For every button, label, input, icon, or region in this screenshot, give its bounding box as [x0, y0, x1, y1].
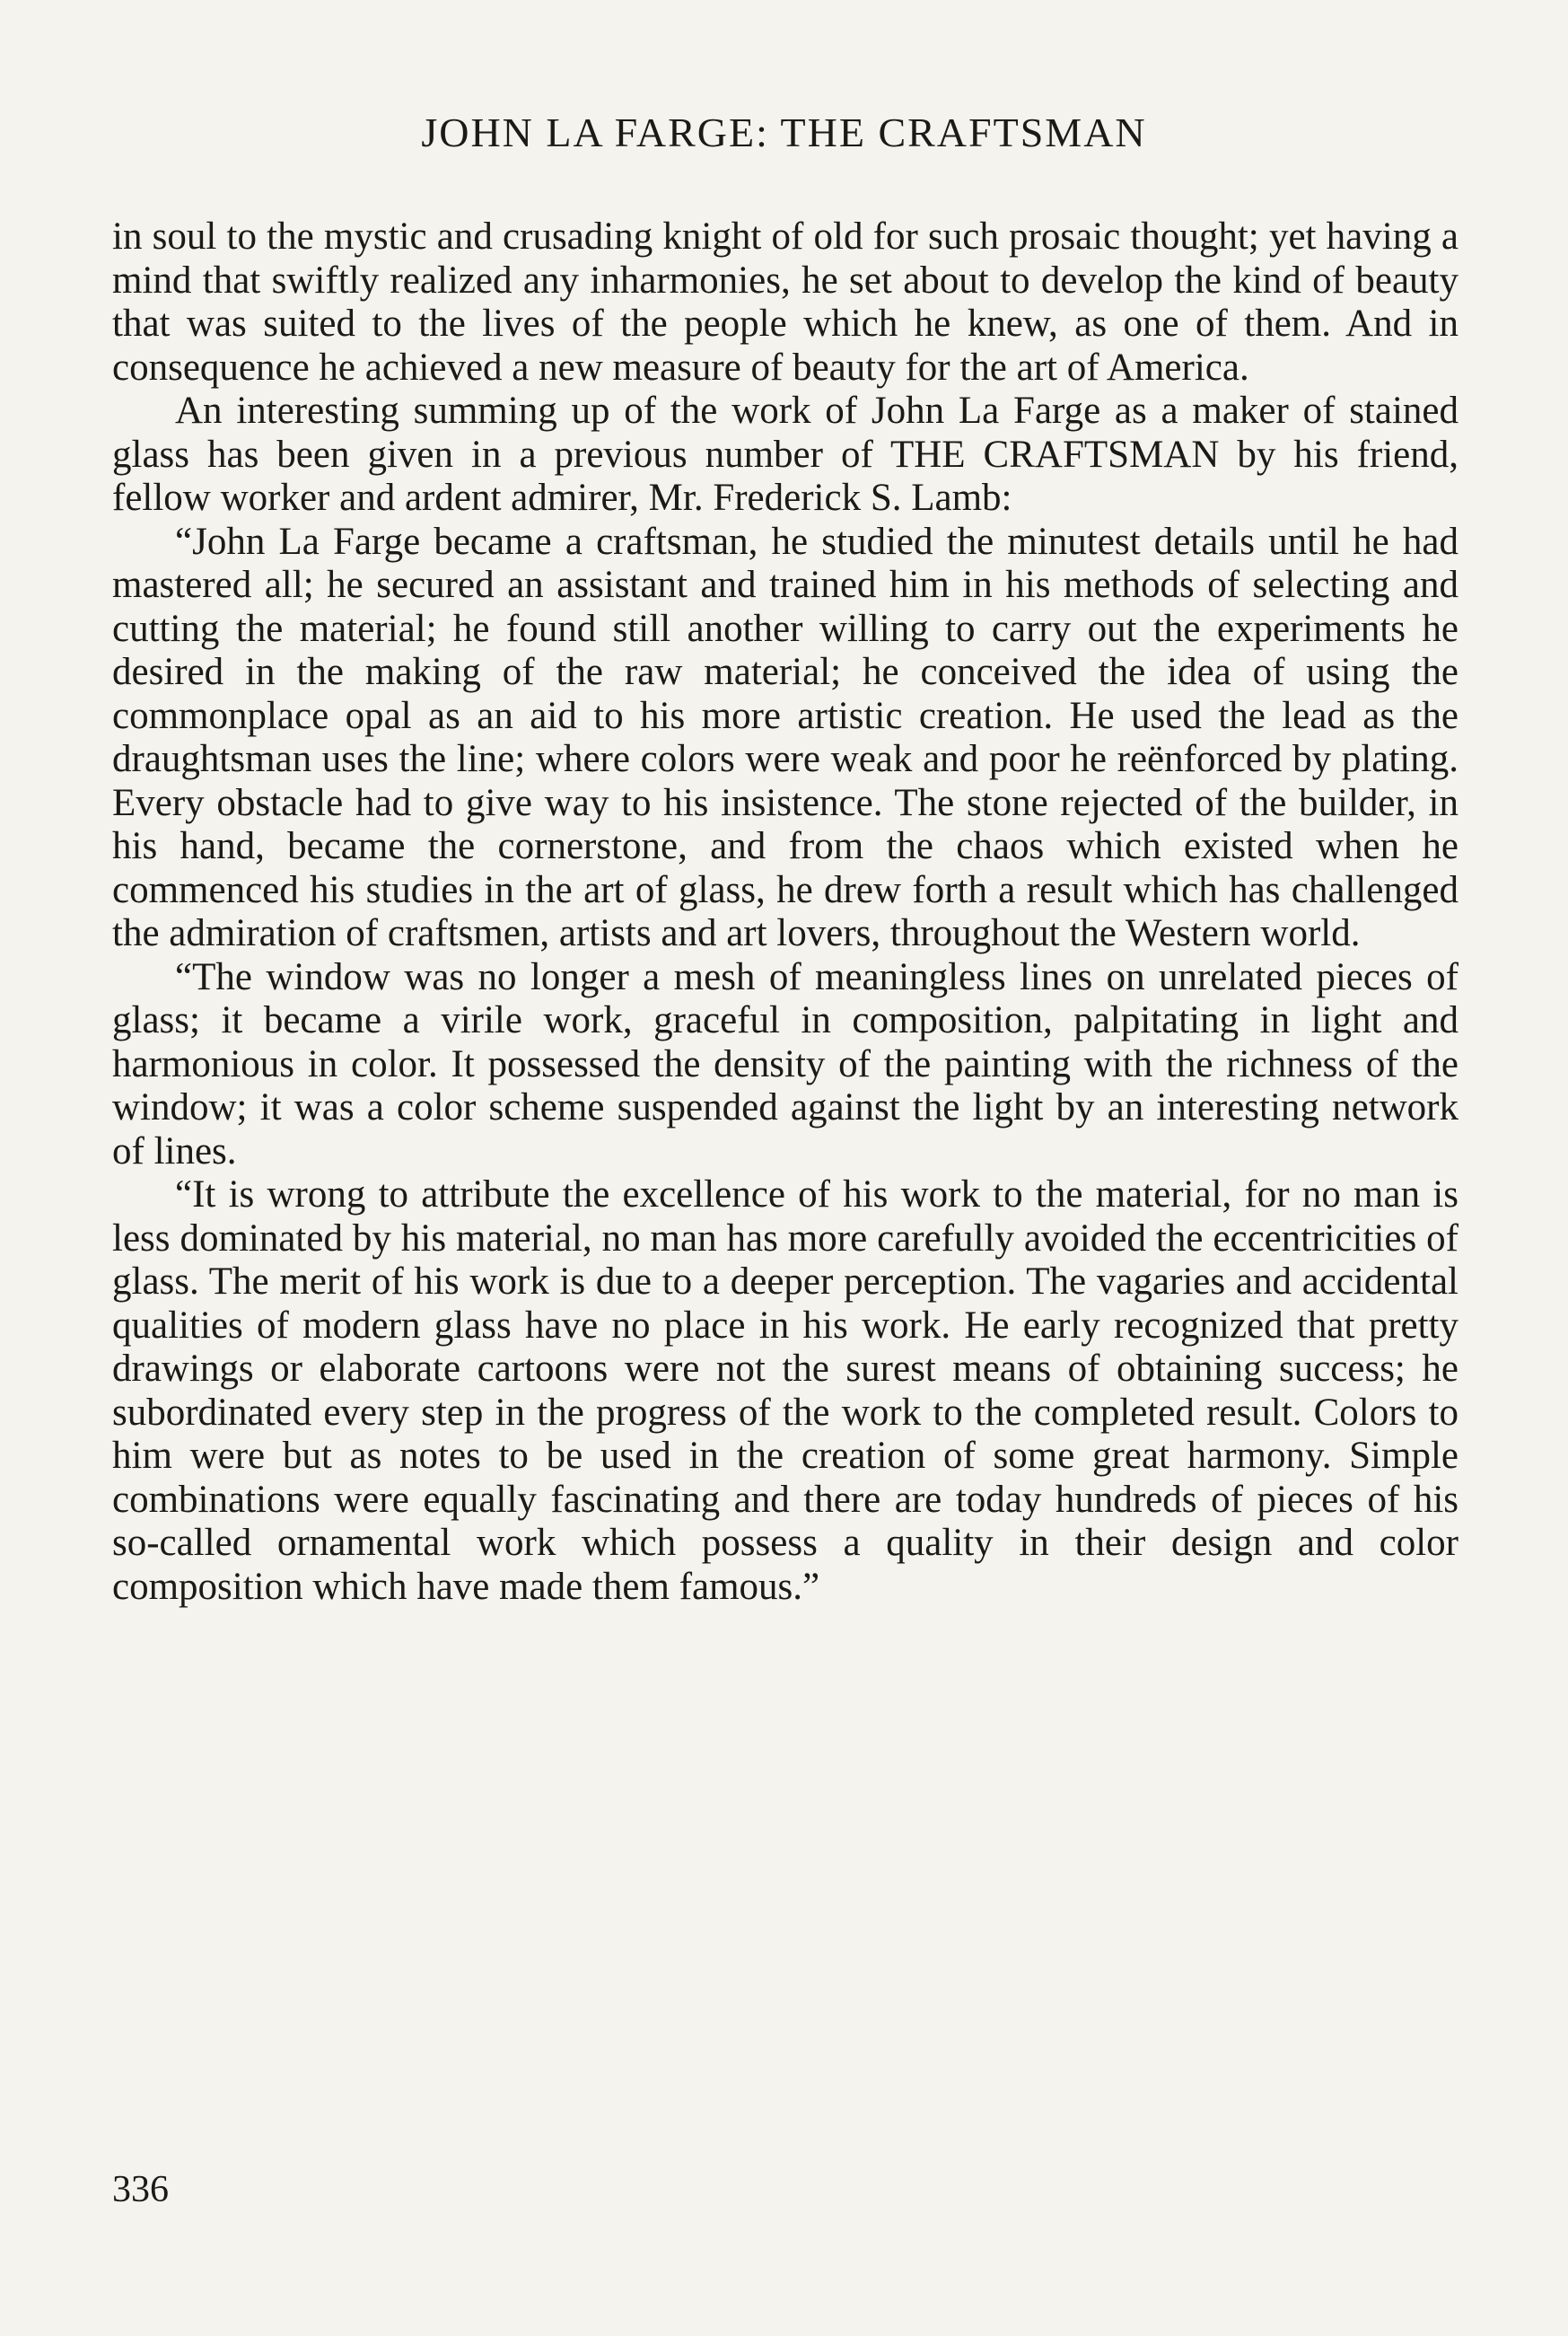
page-number: 336: [112, 2169, 169, 2210]
body-text: [112, 215, 1459, 1609]
running-head: JOHN LA FARGE: THE CRAFTSMAN: [421, 110, 1147, 155]
paragraph-quote-craftsman: “John La Farge became a craftsman, he studied the minutest details until he had mastered all; he secured an assistant and trained him in his methods of selecting and cutting the material; he found still another willing to carry out the experiments he desired in the making of the raw material; he conceived the idea of using the commonplace opal as an aid to his more artistic creation. He used the lead as the draughtsman uses the line; where colors were weak and poor he reënforced by plating. Every obstacle had to give way to his insistence. The stone rejected of the builder, in his hand, became the cornerstone, and from the chaos which existed when he commenced his studies in the art of glass, he drew forth a result which has challenged the admiration of craftsmen, artists and art lovers, throughout the Western world.: [112, 520, 1459, 954]
paragraph-continuation: in soul to the mystic and crusading knight of old for such prosaic thought; yet having a mind that swiftly realized any inharmonies, he set about to develop the kind of beauty that was suited to the lives of the people which he knew, as one of them. And in consequence he achieved a new measure of beauty for the art of America.: [112, 215, 1459, 389]
paragraph-summing-up: An interesting summing up of the work of John La Farge as a maker of stained glass has been given in a previous number of THE CRAFTSMAN by his friend, fellow worker and ardent admirer, Mr. Frederick S. Lamb:: [112, 390, 1459, 519]
paragraph-quote-material: “It is wrong to attribute the excellence of his work to the material, for no man is less dominated by his material, no man has more carefully avoided the eccentricities of glass. The merit of his work is due to a deeper perception. The vagaries and accidental qualities of modern glass have no place in his work. He early recognized that pretty drawings or elaborate cartoons were not the surest means of obtaining success; he subordinated every step in the progress of the work to the completed result. Colors to him were but as notes to be used in the creation of some great harmony. Simple combinations were equally fascinating and there are today hundreds of pieces of his so-called ornamental work which possess a quality in their design and color composition which have made them famous.”: [112, 1173, 1459, 1608]
paragraph-quote-window: “The window was no longer a mesh of meaningless lines on unrelated pieces of glass; it became a virile work, graceful in composition, palpitating in light and harmonious in color. It possessed the density of the painting with the richness of the window; it was a color scheme suspended against the light by an interesting network of lines.: [112, 955, 1459, 1172]
